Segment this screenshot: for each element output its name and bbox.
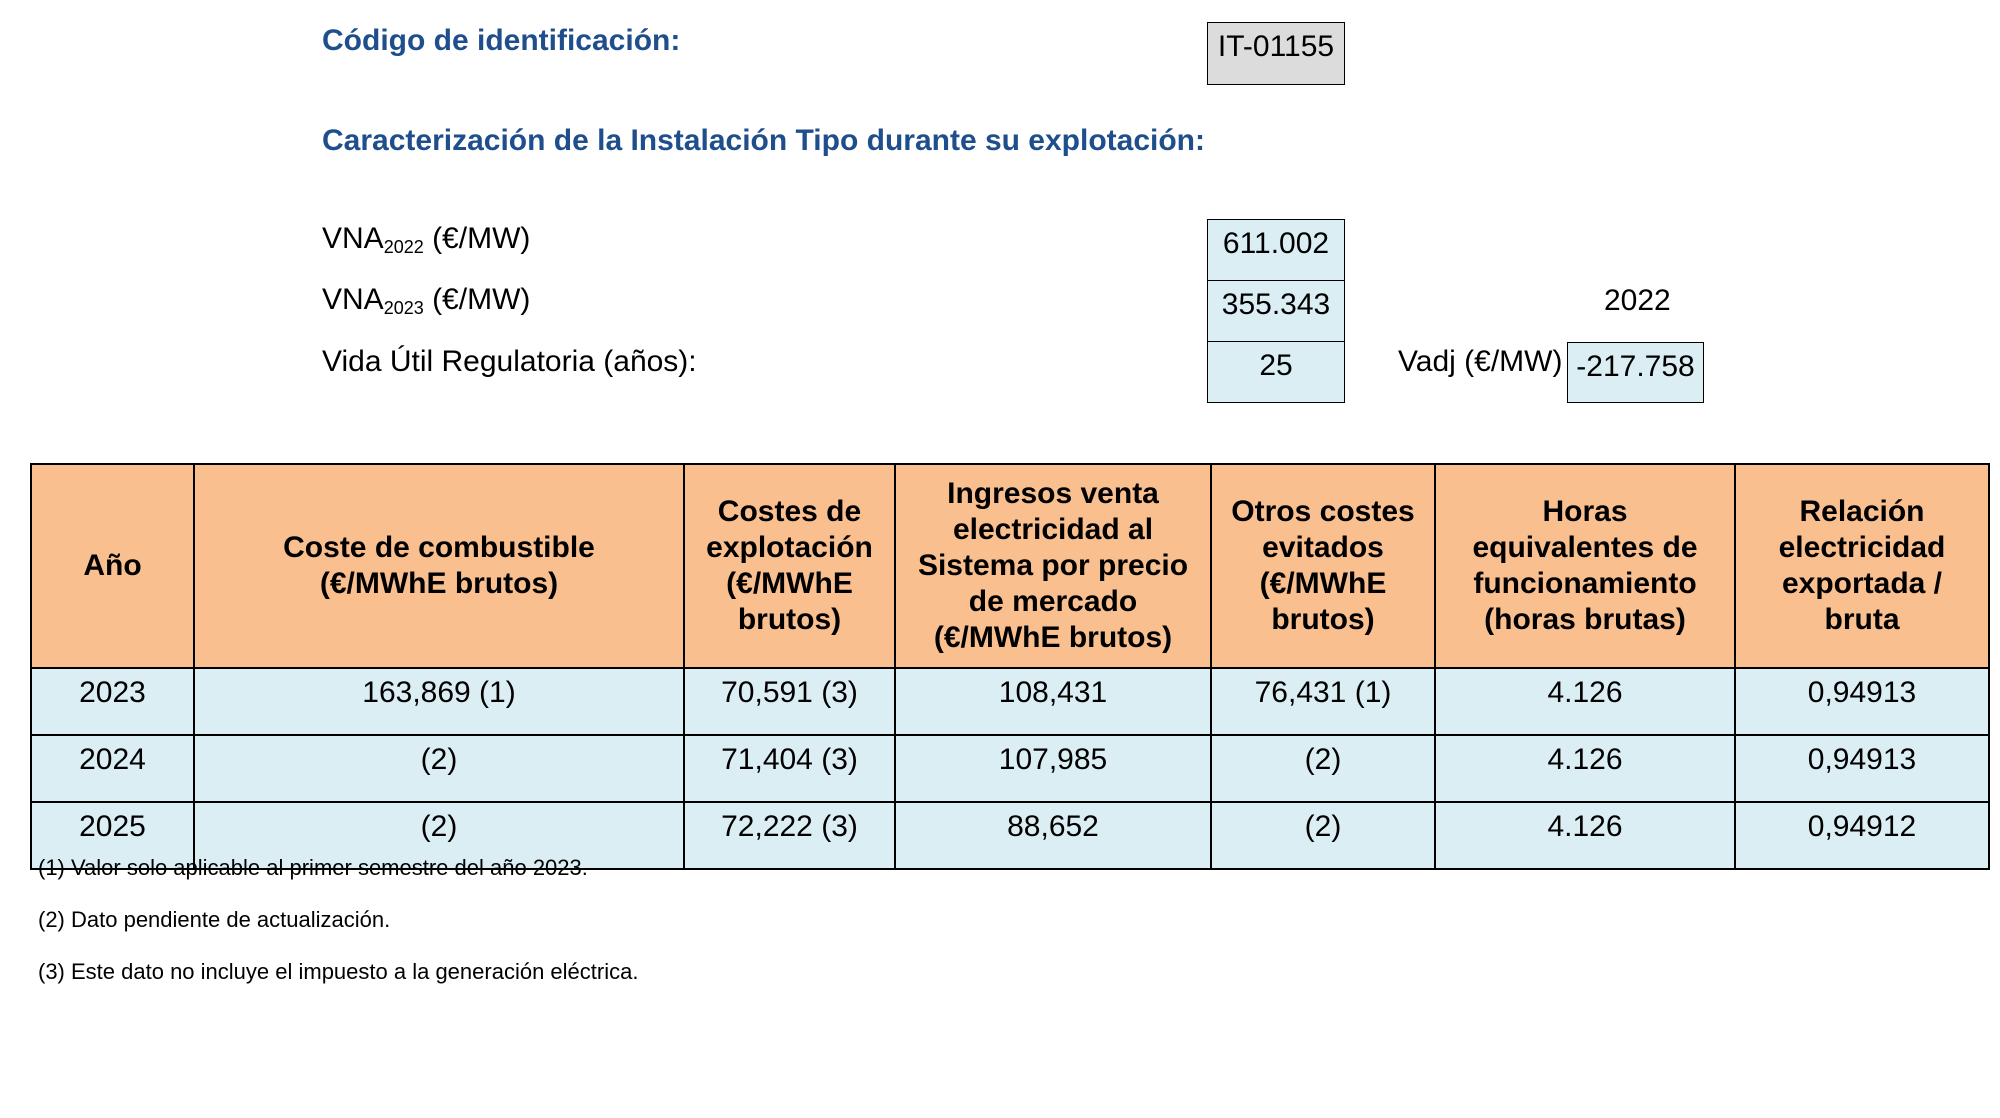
table-row bbox=[31, 735, 1989, 802]
vna2022-label-sub: 2022 bbox=[383, 237, 424, 257]
header-otros-costes: Otros costes evitados (€/MWhE brutos) bbox=[1211, 464, 1435, 668]
vna2023-label-unit: (€/MW) bbox=[423, 283, 531, 316]
cell-costes-explotacion: 71,404 (3) bbox=[684, 735, 895, 802]
vna2023-label-sub: 2023 bbox=[383, 298, 424, 318]
header-relacion-electricidad: Relación electricidad exportada / bruta bbox=[1735, 464, 1989, 668]
header-ano: Año bbox=[31, 464, 194, 668]
vadj-value: -217.758 bbox=[1567, 342, 1704, 403]
cell-otros-costes: (2) bbox=[1211, 802, 1435, 869]
code-value: IT-01155 bbox=[1207, 22, 1345, 85]
header-coste-combustible: Coste de combustible (€/MWhE brutos) bbox=[194, 464, 684, 668]
characterization-title: Caracterización de la Instalación Tipo durante su explotación: bbox=[322, 124, 1205, 157]
vida-util-value: 25 bbox=[1207, 341, 1345, 403]
cell-ingresos-venta: 107,985 bbox=[895, 735, 1211, 802]
cell-costes-explotacion: 70,591 (3) bbox=[684, 668, 895, 735]
cell-coste-combustible: (2) bbox=[194, 735, 684, 802]
vna2022-label bbox=[322, 222, 530, 258]
cell-coste-combustible: (2) bbox=[194, 802, 684, 869]
cell-otros-costes: 76,431 (1) bbox=[1211, 668, 1435, 735]
header-costes-explotacion: Costes de explotación (€/MWhE brutos) bbox=[684, 464, 895, 668]
vna2023-label-text: VNA bbox=[322, 283, 384, 316]
vna2023-label bbox=[322, 283, 530, 319]
code-label: Código de identificación: bbox=[322, 24, 681, 57]
cell-ano: 2024 bbox=[31, 735, 194, 802]
header-ingresos-venta: Ingresos venta electricidad al Sistema por precio de mercado (€/MWhE brutos) bbox=[895, 464, 1211, 668]
costs-table bbox=[30, 463, 1990, 870]
cell-relacion-electricidad: 0,94913 bbox=[1735, 735, 1989, 802]
footnote-3: (3) Este dato no incluye el impuesto a la generación eléctrica. bbox=[38, 959, 639, 984]
cell-ano: 2023 bbox=[31, 668, 194, 735]
cell-otros-costes: (2) bbox=[1211, 735, 1435, 802]
cell-ano: 2025 bbox=[31, 802, 194, 869]
cell-horas-equivalentes: 4.126 bbox=[1435, 735, 1735, 802]
cell-relacion-electricidad: 0,94913 bbox=[1735, 668, 1989, 735]
cell-horas-equivalentes: 4.126 bbox=[1435, 802, 1735, 869]
cell-horas-equivalentes: 4.126 bbox=[1435, 668, 1735, 735]
footnote-1: (1) Valor solo aplicable al primer semestre del año 2023. bbox=[38, 855, 588, 880]
vida-util-label: Vida Útil Regulatoria (años): bbox=[322, 345, 697, 378]
vna2022-label-text: VNA bbox=[322, 222, 384, 255]
cell-ingresos-venta: 108,431 bbox=[895, 668, 1211, 735]
cell-ingresos-venta: 88,652 bbox=[895, 802, 1211, 869]
vadj-label: Vadj (€/MW) bbox=[1398, 345, 1563, 378]
vadj-year: 2022 bbox=[1604, 284, 1671, 317]
table-row bbox=[31, 668, 1989, 735]
cell-relacion-electricidad: 0,94912 bbox=[1735, 802, 1989, 869]
vna2022-value: 611.002 bbox=[1207, 219, 1345, 281]
table-header-row bbox=[31, 464, 1989, 668]
footnote-2: (2) Dato pendiente de actualización. bbox=[38, 907, 391, 932]
vna2022-label-unit: (€/MW) bbox=[423, 222, 531, 255]
cell-costes-explotacion: 72,222 (3) bbox=[684, 802, 895, 869]
cell-coste-combustible: 163,869 (1) bbox=[194, 668, 684, 735]
header-horas-equivalentes: Horas equivalentes de funcionamiento (horas brutas) bbox=[1435, 464, 1735, 668]
vna2023-value: 355.343 bbox=[1207, 280, 1345, 342]
